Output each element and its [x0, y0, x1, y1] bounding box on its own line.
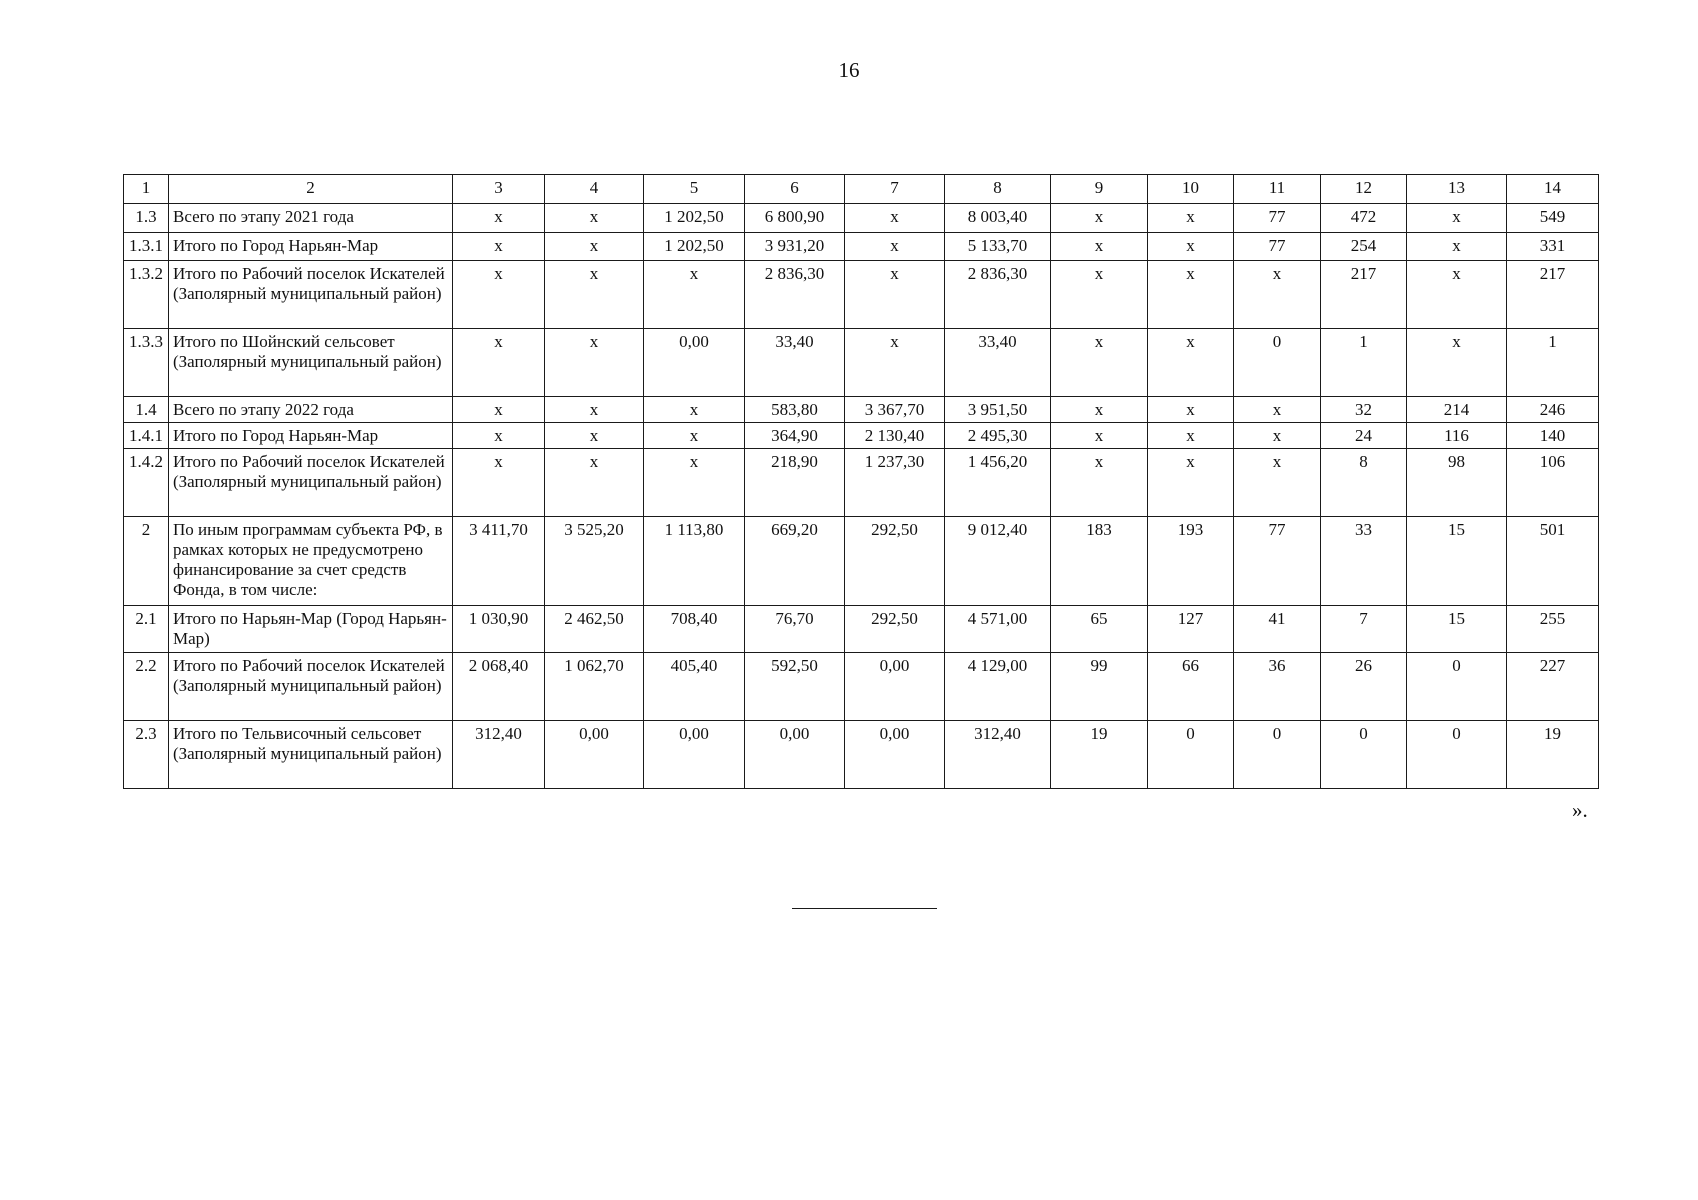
table-cell: 1.4 [124, 397, 169, 423]
table-cell: 127 [1148, 606, 1234, 653]
table-cell: 3 411,70 [453, 517, 545, 606]
table-cell: 65 [1051, 606, 1148, 653]
table-cell: 1 202,50 [644, 204, 745, 233]
table-cell: х [1234, 423, 1321, 449]
table-cell: 0,00 [644, 329, 745, 397]
table-cell: 2 495,30 [945, 423, 1051, 449]
table-cell: 77 [1234, 233, 1321, 261]
table-cell: 214 [1407, 397, 1507, 423]
table-cell: х [1148, 329, 1234, 397]
table-cell: 33,40 [745, 329, 845, 397]
table-cell: 292,50 [845, 606, 945, 653]
table-cell: 106 [1507, 449, 1599, 517]
table-cell: 312,40 [453, 721, 545, 789]
table-cell: х [845, 261, 945, 329]
page-number: 16 [838, 58, 860, 82]
table-cell: 246 [1507, 397, 1599, 423]
table-cell: 15 [1407, 517, 1507, 606]
table-cell: 2 462,50 [545, 606, 644, 653]
table-cell: 227 [1507, 653, 1599, 721]
table-cell: 77 [1234, 204, 1321, 233]
header-cell: 13 [1407, 175, 1507, 204]
table-cell: х [1051, 423, 1148, 449]
table-cell: 32 [1321, 397, 1407, 423]
table-cell: 3 367,70 [845, 397, 945, 423]
table-cell: 1.4.1 [124, 423, 169, 449]
table-cell: 0 [1407, 721, 1507, 789]
table-cell: 1 [1321, 329, 1407, 397]
closing-quote-mark: ». [1572, 798, 1588, 822]
table-cell: 0,00 [845, 721, 945, 789]
table-cell: х [453, 397, 545, 423]
table-cell: 3 951,50 [945, 397, 1051, 423]
table-cell: 98 [1407, 449, 1507, 517]
table-cell: х [453, 204, 545, 233]
table-cell: 36 [1234, 653, 1321, 721]
table-cell: Всего по этапу 2021 года [169, 204, 453, 233]
table-cell: 8 [1321, 449, 1407, 517]
data-table [123, 174, 1599, 789]
table-cell: 2.1 [124, 606, 169, 653]
table-cell: 2.3 [124, 721, 169, 789]
table-cell: 183 [1051, 517, 1148, 606]
table-row [124, 721, 1599, 789]
table-cell: 76,70 [745, 606, 845, 653]
table-cell: 0 [1148, 721, 1234, 789]
table-cell: 41 [1234, 606, 1321, 653]
table-cell: х [1234, 397, 1321, 423]
table-cell: 583,80 [745, 397, 845, 423]
table-cell: 1 113,80 [644, 517, 745, 606]
table-cell: Всего по этапу 2022 года [169, 397, 453, 423]
table-cell: 1 237,30 [845, 449, 945, 517]
table-cell: Итого по Нарьян-Мар (Город Нарьян-Мар) [169, 606, 453, 653]
table-cell: х [1234, 449, 1321, 517]
table-cell: х [1407, 261, 1507, 329]
table-cell: 2 068,40 [453, 653, 545, 721]
table-cell: По иным программам субъекта РФ, в рамках которых не предусмотрено финансирование за счет средств Фонда, в том числе: [169, 517, 453, 606]
table-cell: х [1148, 261, 1234, 329]
table-cell: 255 [1507, 606, 1599, 653]
table-cell: 66 [1148, 653, 1234, 721]
table-cell: х [1051, 233, 1148, 261]
table-cell: х [453, 233, 545, 261]
table-cell: 1.3 [124, 204, 169, 233]
table-cell: 33 [1321, 517, 1407, 606]
table-cell: 1.3.2 [124, 261, 169, 329]
table-cell: 2 130,40 [845, 423, 945, 449]
table-cell: 0 [1407, 653, 1507, 721]
table-row [124, 653, 1599, 721]
table-cell: Итого по Город Нарьян-Мар [169, 233, 453, 261]
end-divider-line [792, 908, 937, 909]
table-row [124, 517, 1599, 606]
table-cell: х [453, 449, 545, 517]
table-row [124, 261, 1599, 329]
table-cell: 592,50 [745, 653, 845, 721]
header-cell: 8 [945, 175, 1051, 204]
table-cell: 292,50 [845, 517, 945, 606]
table-cell: х [545, 329, 644, 397]
table-cell: 364,90 [745, 423, 845, 449]
table-cell: 0 [1234, 721, 1321, 789]
header-cell: 3 [453, 175, 545, 204]
table-body [124, 175, 1599, 789]
table-cell: х [453, 329, 545, 397]
table-cell: Итого по Рабочий поселок Искателей (Заполярный муниципальный район) [169, 261, 453, 329]
table-cell: х [545, 233, 644, 261]
table-cell: 77 [1234, 517, 1321, 606]
table-cell: 4 129,00 [945, 653, 1051, 721]
table-cell: 0,00 [545, 721, 644, 789]
table-cell: 3 931,20 [745, 233, 845, 261]
table-cell: х [1051, 397, 1148, 423]
header-cell: 2 [169, 175, 453, 204]
table-cell: 5 133,70 [945, 233, 1051, 261]
table-cell: х [1148, 233, 1234, 261]
table-cell: х [644, 261, 745, 329]
table-cell: х [644, 449, 745, 517]
table-cell: х [1148, 449, 1234, 517]
table-cell: 0,00 [745, 721, 845, 789]
table-cell: 2 836,30 [945, 261, 1051, 329]
table-row [124, 329, 1599, 397]
table-cell: 19 [1507, 721, 1599, 789]
table-cell: 1 062,70 [545, 653, 644, 721]
table-cell: 6 800,90 [745, 204, 845, 233]
table-row [124, 606, 1599, 653]
table-cell: х [1051, 449, 1148, 517]
table-cell: х [1051, 204, 1148, 233]
table-cell: х [545, 261, 644, 329]
table-cell: х [545, 397, 644, 423]
table-cell: 140 [1507, 423, 1599, 449]
table-cell: Итого по Тельвисочный сельсовет (Заполярный муниципальный район) [169, 721, 453, 789]
table-cell: 1 456,20 [945, 449, 1051, 517]
table-cell: х [1407, 233, 1507, 261]
table-cell: 0 [1321, 721, 1407, 789]
table-cell: х [545, 449, 644, 517]
table-cell: 19 [1051, 721, 1148, 789]
table-cell: 1.3.1 [124, 233, 169, 261]
table-cell: 24 [1321, 423, 1407, 449]
table-cell: х [1148, 204, 1234, 233]
table-cell: х [453, 261, 545, 329]
table-cell: 501 [1507, 517, 1599, 606]
table-cell: 0,00 [845, 653, 945, 721]
table-cell: 15 [1407, 606, 1507, 653]
table-cell: Итого по Рабочий поселок Искателей (Заполярный муниципальный район) [169, 653, 453, 721]
table-cell: х [1051, 329, 1148, 397]
table-cell: х [1234, 261, 1321, 329]
table-cell: 8 003,40 [945, 204, 1051, 233]
header-cell: 5 [644, 175, 745, 204]
table-cell: 331 [1507, 233, 1599, 261]
table-cell: 4 571,00 [945, 606, 1051, 653]
table-cell: 33,40 [945, 329, 1051, 397]
table-cell: х [845, 329, 945, 397]
table-cell: 193 [1148, 517, 1234, 606]
table-cell: 549 [1507, 204, 1599, 233]
header-row [124, 175, 1599, 204]
table-row [124, 397, 1599, 423]
table-cell: 254 [1321, 233, 1407, 261]
header-cell: 1 [124, 175, 169, 204]
table-cell: 1 [1507, 329, 1599, 397]
table-cell: х [1148, 397, 1234, 423]
table-cell: 708,40 [644, 606, 745, 653]
table-cell: 218,90 [745, 449, 845, 517]
header-cell: 11 [1234, 175, 1321, 204]
table-cell: 26 [1321, 653, 1407, 721]
table-row [124, 423, 1599, 449]
table-cell: х [1148, 423, 1234, 449]
table-cell: х [453, 423, 545, 449]
table-cell: 2 836,30 [745, 261, 845, 329]
table-cell: Итого по Шойнский сельсовет (Заполярный муниципальный район) [169, 329, 453, 397]
table-cell: 0,00 [644, 721, 745, 789]
table-cell: 99 [1051, 653, 1148, 721]
table-cell: 312,40 [945, 721, 1051, 789]
header-cell: 10 [1148, 175, 1234, 204]
table-cell: 472 [1321, 204, 1407, 233]
table-cell: 669,20 [745, 517, 845, 606]
table-cell: х [1407, 204, 1507, 233]
table-cell: 2.2 [124, 653, 169, 721]
table-cell: 1.4.2 [124, 449, 169, 517]
table-cell: 0 [1234, 329, 1321, 397]
table-cell: Итого по Рабочий поселок Искателей (Заполярный муниципальный район) [169, 449, 453, 517]
table-row [124, 449, 1599, 517]
table-cell: х [845, 233, 945, 261]
header-cell: 9 [1051, 175, 1148, 204]
table-cell: х [545, 204, 644, 233]
table-cell: х [644, 423, 745, 449]
table-cell: 2 [124, 517, 169, 606]
table-cell: 217 [1507, 261, 1599, 329]
table-cell: х [545, 423, 644, 449]
table-cell: х [845, 204, 945, 233]
table-cell: 217 [1321, 261, 1407, 329]
header-cell: 14 [1507, 175, 1599, 204]
table-cell: 405,40 [644, 653, 745, 721]
table-cell: 7 [1321, 606, 1407, 653]
table-cell: х [1051, 261, 1148, 329]
table-cell: 1 202,50 [644, 233, 745, 261]
table-cell: 9 012,40 [945, 517, 1051, 606]
table-cell: х [1407, 329, 1507, 397]
table-cell: 1.3.3 [124, 329, 169, 397]
table-cell: 116 [1407, 423, 1507, 449]
header-cell: 12 [1321, 175, 1407, 204]
header-cell: 4 [545, 175, 644, 204]
table-row [124, 233, 1599, 261]
table-cell: х [644, 397, 745, 423]
table-cell: Итого по Город Нарьян-Мар [169, 423, 453, 449]
table-row [124, 204, 1599, 233]
table-cell: 1 030,90 [453, 606, 545, 653]
header-cell: 6 [745, 175, 845, 204]
header-cell: 7 [845, 175, 945, 204]
table-cell: 3 525,20 [545, 517, 644, 606]
